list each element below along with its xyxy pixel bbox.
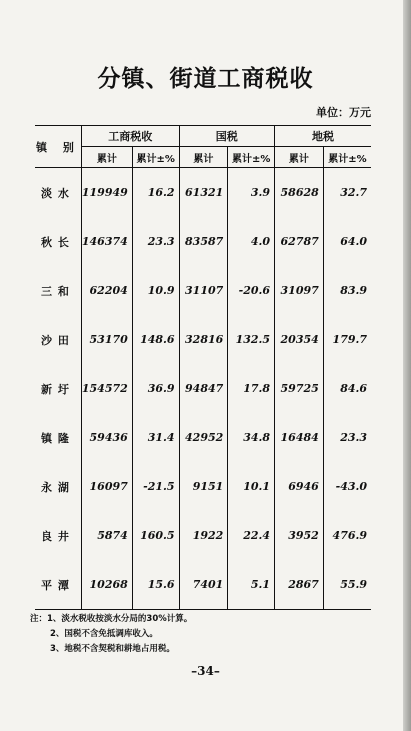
town-name: 良井 <box>40 529 75 543</box>
table-cell: 16097 <box>81 462 132 511</box>
table-cell: 23.3 <box>132 217 179 266</box>
table-cell: 34.8 <box>228 413 275 462</box>
table-cell: 148.6 <box>132 315 179 364</box>
table-cell: 160.5 <box>132 511 179 560</box>
table-cell: 4.0 <box>228 217 275 266</box>
table-cell: 1922 <box>179 511 228 560</box>
sub-header: 累计 <box>81 147 132 168</box>
table-cell: 53170 <box>81 315 132 364</box>
table-cell: 16.2 <box>132 168 179 218</box>
town-name: 三和 <box>40 284 75 298</box>
table-cell: 20354 <box>275 315 324 364</box>
footnote: 2、国税不含免抵调库收入。 <box>50 629 158 639</box>
table-row <box>35 560 371 610</box>
table-cell: 23.3 <box>323 413 371 462</box>
table-cell: 64.0 <box>323 217 371 266</box>
table-row <box>35 413 371 462</box>
group-header: 工商税收 <box>81 126 179 147</box>
sub-header: 累计 <box>179 147 228 168</box>
row-header: 镇 别 <box>35 126 81 168</box>
table-cell: 5874 <box>81 511 132 560</box>
sub-header: 累计±% <box>228 147 275 168</box>
table-row <box>35 266 371 315</box>
town-name: 淡水 <box>40 186 75 200</box>
table-cell: 31.4 <box>132 413 179 462</box>
table-row <box>35 462 371 511</box>
table-cell: -21.5 <box>132 462 179 511</box>
table-cell: 179.7 <box>323 315 371 364</box>
table-cell: 132.5 <box>228 315 275 364</box>
town-name: 平潭 <box>40 578 75 592</box>
table-cell: 10.1 <box>228 462 275 511</box>
table-cell: 2867 <box>275 560 324 610</box>
table-cell: 6946 <box>275 462 324 511</box>
table-cell: -20.6 <box>228 266 275 315</box>
table-cell: 5.1 <box>228 560 275 610</box>
table-cell: 15.6 <box>132 560 179 610</box>
table-cell: 3952 <box>275 511 324 560</box>
table-cell: 22.4 <box>228 511 275 560</box>
table-cell: 17.8 <box>228 364 275 413</box>
table-cell: 10268 <box>81 560 132 610</box>
table-row <box>35 511 371 560</box>
table-cell: 84.6 <box>323 364 371 413</box>
table-row <box>35 315 371 364</box>
group-header: 国税 <box>179 126 275 147</box>
page-title: 分镇、街道工商税收 <box>97 66 314 92</box>
table-cell: 61321 <box>179 168 228 218</box>
table-row <box>35 168 371 218</box>
table-cell: -43.0 <box>323 462 371 511</box>
footnote: 3、地税不含契税和耕地占用税。 <box>50 644 175 654</box>
table-cell: 94847 <box>179 364 228 413</box>
table-cell: 154572 <box>81 364 132 413</box>
table-cell: 36.9 <box>132 364 179 413</box>
table-cell: 83587 <box>179 217 228 266</box>
town-name: 永湖 <box>40 480 75 494</box>
table-cell: 32.7 <box>323 168 371 218</box>
footnote: 注：1、淡水税收按淡水分局的30%计算。 <box>30 614 193 624</box>
table-cell: 55.9 <box>323 560 371 610</box>
town-name: 沙田 <box>40 333 75 347</box>
page-edge-shadow <box>403 0 411 731</box>
sub-header: 累计±% <box>132 147 179 168</box>
tax-table <box>35 125 371 610</box>
table-cell: 83.9 <box>323 266 371 315</box>
table-row <box>35 217 371 266</box>
town-name: 新圩 <box>40 382 75 396</box>
page-number: –34– <box>191 664 220 678</box>
table-cell: 119949 <box>81 168 132 218</box>
sub-header: 累计 <box>275 147 324 168</box>
table-cell: 31107 <box>179 266 228 315</box>
table-cell: 146374 <box>81 217 132 266</box>
table-cell: 58628 <box>275 168 324 218</box>
table-cell: 31097 <box>275 266 324 315</box>
table-cell: 62787 <box>275 217 324 266</box>
group-header: 地税 <box>275 126 371 147</box>
table-cell: 7401 <box>179 560 228 610</box>
table-cell: 32816 <box>179 315 228 364</box>
table-cell: 9151 <box>179 462 228 511</box>
sub-header: 累计±% <box>323 147 371 168</box>
town-name: 秋长 <box>40 235 75 249</box>
table-cell: 10.9 <box>132 266 179 315</box>
table-row <box>35 364 371 413</box>
table-cell: 62204 <box>81 266 132 315</box>
table-cell: 16484 <box>275 413 324 462</box>
unit-label: 单位：万元 <box>316 106 371 119</box>
table-cell: 3.9 <box>228 168 275 218</box>
table-cell: 42952 <box>179 413 228 462</box>
town-name: 镇隆 <box>40 431 75 445</box>
table-cell: 59436 <box>81 413 132 462</box>
footnotes <box>30 612 192 657</box>
table-cell: 476.9 <box>323 511 371 560</box>
table-cell: 59725 <box>275 364 324 413</box>
